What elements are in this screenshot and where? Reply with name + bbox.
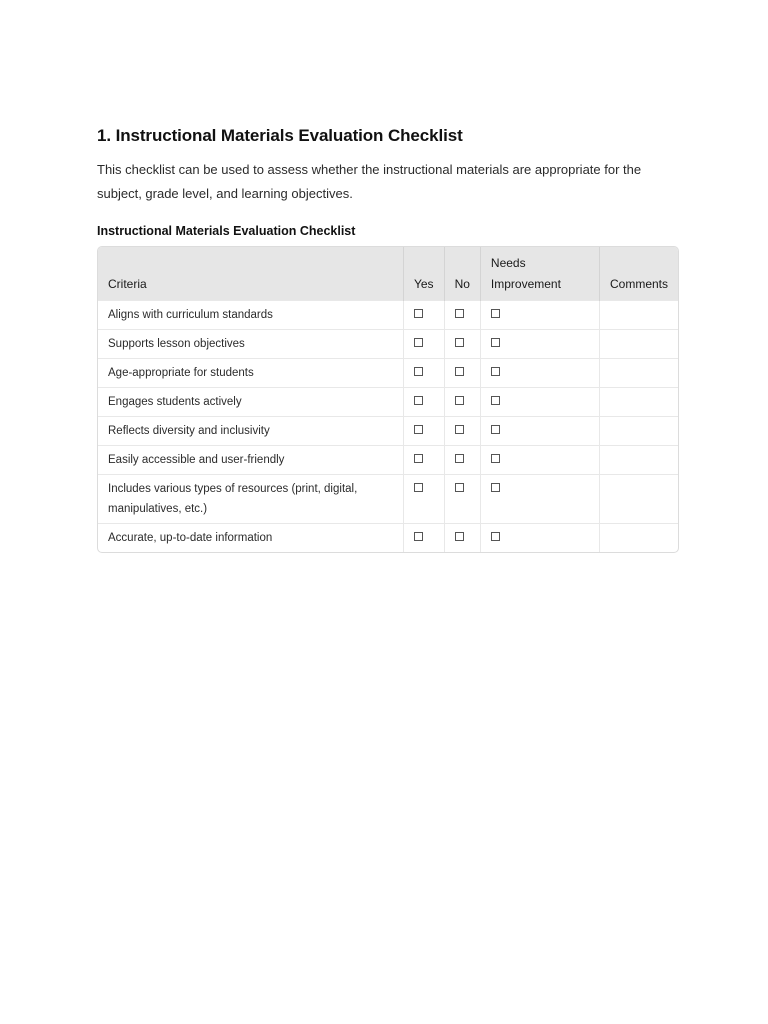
criteria-cell: Age-appropriate for students (98, 359, 403, 388)
needs-improvement-cell (480, 388, 599, 417)
header-criteria: Criteria (98, 247, 403, 301)
checkbox-needs-improvement-icon[interactable] (491, 532, 500, 541)
checkbox-yes-icon[interactable] (414, 309, 423, 318)
no-cell (444, 359, 480, 388)
no-cell (444, 475, 480, 524)
needs-improvement-cell (480, 417, 599, 446)
comments-cell[interactable] (599, 388, 678, 417)
comments-cell[interactable] (599, 524, 678, 553)
checklist-table-container (97, 246, 679, 553)
yes-cell (403, 388, 444, 417)
intro-paragraph: This checklist can be used to assess whether the instructional materials are appropriate for the subject, grade level, and learning objectives. (97, 162, 642, 201)
criteria-cell: Includes various types of resources (print, digital, manipulatives, etc.) (98, 475, 403, 524)
comments-cell[interactable] (599, 330, 678, 359)
needs-improvement-cell (480, 359, 599, 388)
table-row (98, 417, 678, 446)
comments-cell[interactable] (599, 446, 678, 475)
comments-cell[interactable] (599, 359, 678, 388)
checkbox-yes-icon[interactable] (414, 483, 423, 492)
checkbox-no-icon[interactable] (455, 309, 464, 318)
no-cell (444, 301, 480, 330)
table-row (98, 330, 678, 359)
no-cell (444, 330, 480, 359)
checkbox-needs-improvement-icon[interactable] (491, 425, 500, 434)
criteria-cell: Easily accessible and user-friendly (98, 446, 403, 475)
yes-cell (403, 417, 444, 446)
yes-cell (403, 301, 444, 330)
table-header (98, 247, 678, 301)
needs-improvement-cell (480, 301, 599, 330)
table-body (98, 301, 678, 553)
checkbox-yes-icon[interactable] (414, 532, 423, 541)
criteria-cell: Accurate, up-to-date information (98, 524, 403, 553)
criteria-cell: Reflects diversity and inclusivity (98, 417, 403, 446)
table-row (98, 388, 678, 417)
header-needs-improvement: Needs Improvement (480, 247, 599, 301)
header-no: No (444, 247, 480, 301)
no-cell (444, 524, 480, 553)
table-row (98, 524, 678, 553)
yes-cell (403, 524, 444, 553)
yes-cell (403, 446, 444, 475)
checkbox-needs-improvement-icon[interactable] (491, 338, 500, 347)
comments-cell[interactable] (599, 475, 678, 524)
table-row (98, 475, 678, 524)
criteria-cell: Supports lesson objectives (98, 330, 403, 359)
needs-improvement-cell (480, 475, 599, 524)
checkbox-needs-improvement-icon[interactable] (491, 367, 500, 376)
checklist-table (98, 247, 678, 552)
no-cell (444, 446, 480, 475)
checkbox-yes-icon[interactable] (414, 367, 423, 376)
header-comments: Comments (599, 247, 678, 301)
needs-improvement-cell (480, 446, 599, 475)
no-cell (444, 417, 480, 446)
table-header-row (98, 247, 678, 301)
table-row (98, 301, 678, 330)
yes-cell (403, 359, 444, 388)
document-page (97, 124, 677, 553)
comments-cell[interactable] (599, 417, 678, 446)
no-cell (444, 388, 480, 417)
checkbox-needs-improvement-icon[interactable] (491, 483, 500, 492)
yes-cell (403, 475, 444, 524)
checkbox-yes-icon[interactable] (414, 396, 423, 405)
table-row (98, 446, 678, 475)
table-title: Instructional Materials Evaluation Checklist (97, 224, 356, 238)
checkbox-no-icon[interactable] (455, 425, 464, 434)
table-row (98, 359, 678, 388)
yes-cell (403, 330, 444, 359)
needs-improvement-cell (480, 330, 599, 359)
criteria-cell: Aligns with curriculum standards (98, 301, 403, 330)
comments-cell[interactable] (599, 301, 678, 330)
section-heading: 1. Instructional Materials Evaluation Checklist (97, 126, 463, 145)
checkbox-no-icon[interactable] (455, 483, 464, 492)
checkbox-no-icon[interactable] (455, 532, 464, 541)
checkbox-needs-improvement-icon[interactable] (491, 454, 500, 463)
checkbox-yes-icon[interactable] (414, 338, 423, 347)
header-yes: Yes (403, 247, 444, 301)
checkbox-no-icon[interactable] (455, 454, 464, 463)
criteria-cell: Engages students actively (98, 388, 403, 417)
checkbox-yes-icon[interactable] (414, 425, 423, 434)
needs-improvement-cell (480, 524, 599, 553)
checkbox-needs-improvement-icon[interactable] (491, 396, 500, 405)
checkbox-no-icon[interactable] (455, 367, 464, 376)
checkbox-yes-icon[interactable] (414, 454, 423, 463)
checkbox-needs-improvement-icon[interactable] (491, 309, 500, 318)
checkbox-no-icon[interactable] (455, 396, 464, 405)
checkbox-no-icon[interactable] (455, 338, 464, 347)
